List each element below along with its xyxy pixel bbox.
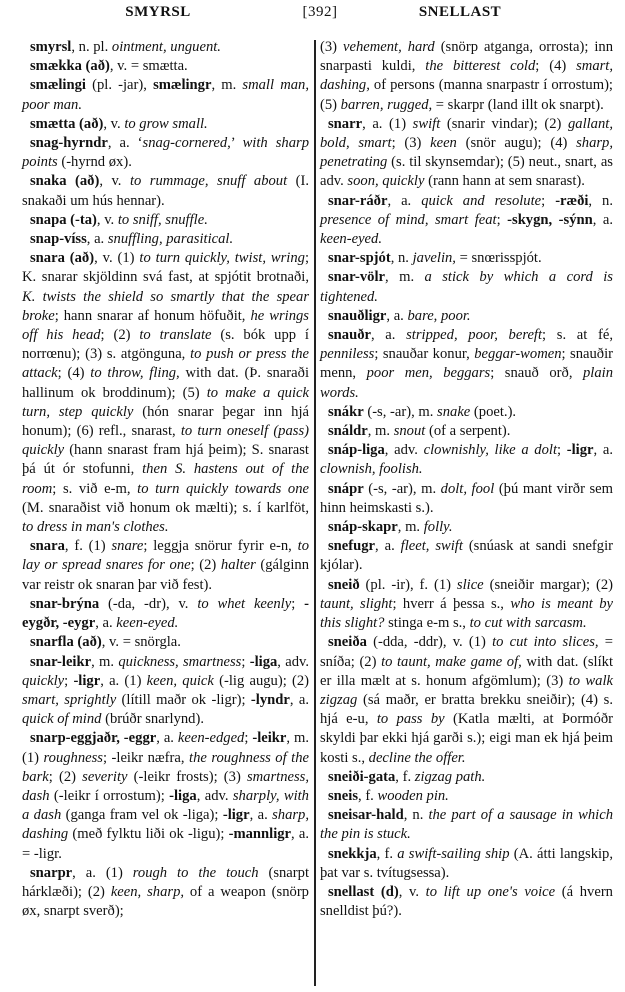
dictionary-entry [22, 595, 309, 633]
headword: snarr [328, 115, 363, 132]
dictionary-entry [320, 480, 613, 518]
entry-text: , a. [593, 442, 613, 459]
definition-text: who is meant by this slight? [320, 595, 614, 632]
headword: sneisar-hald [328, 807, 404, 824]
entry-text: , a. ‘ [107, 135, 143, 152]
headword: snaka (að) [30, 173, 100, 190]
definition-text: halter [220, 557, 256, 574]
entry-text: , a. (1) [100, 672, 147, 689]
entry-text: with dat. (Þ. snaraði hallinum ok broddinum); (5) [22, 365, 309, 401]
entry-text: , a. [249, 807, 273, 824]
dictionary-entry [320, 537, 613, 575]
entry-text: , m. [385, 269, 425, 286]
entry-text: ; K. snarar skjöldinn svá fast, at spjótit brotnaði, [22, 250, 309, 286]
entry-text: (Katla mælti, at Þormóðr skyldi þar ekki hjá garði s.); eigi man ek hjá þeim kosti s., [320, 711, 613, 766]
headword: -liga [249, 653, 278, 670]
entry-text: (pl. -ir), f. (1) [359, 576, 457, 593]
definition-text: with sharp points [22, 135, 309, 171]
dictionary-entry [22, 864, 309, 922]
entry-text: ; (2) [48, 768, 83, 785]
entry-text: , f. [395, 768, 415, 785]
headword: snauðr [328, 327, 371, 344]
entry-text: ; snauð orð, [490, 365, 583, 382]
dictionary-entry [320, 192, 613, 250]
left-guide-word: SMYRSL [125, 4, 191, 20]
definition-text: to dress in man's clothes. [22, 519, 169, 536]
definition-text: the bitterest cold [425, 58, 536, 75]
dictionary-entry [320, 326, 613, 403]
headword: snellast (d) [328, 883, 399, 900]
definition-text: folly. [423, 519, 453, 536]
entry-text: , v. = snörgla. [101, 634, 181, 651]
entry-text: ; [241, 653, 250, 670]
dictionary-entry [320, 883, 613, 921]
entry-text: , v. [96, 211, 118, 228]
entry-text: (s. bók upp í norrœnu); (3) s. atgönguna, [22, 327, 309, 363]
entry-text: (3) [320, 39, 343, 55]
entry-text: of persons (manna snarpastr í orrostum); (5) [320, 77, 613, 113]
entry-text: (-hyrnd øx). [57, 154, 132, 171]
headword: -ligr [73, 672, 101, 689]
entry-text: (hón snarar þegar inn hjá honum); (6) refl., snarast, [22, 403, 309, 440]
entry-text: (-leikr í orrostum); [49, 787, 170, 804]
dictionary-entry [22, 57, 309, 76]
definition-text: quick and resolute [421, 192, 542, 209]
definition-text: to whet keenly [197, 595, 292, 612]
dictionary-entry [22, 653, 309, 730]
entry-text: , adv. [277, 653, 310, 670]
definition-text: quick of mind [22, 711, 102, 728]
dictionary-entry [22, 729, 309, 863]
definition-text: keen-eyed. [116, 615, 179, 632]
entry-text: ; (2) [190, 557, 221, 574]
entry-text: ’ [230, 135, 243, 152]
entry-text: , adv. [196, 787, 233, 804]
definition-text: swift [412, 115, 441, 132]
headword: -ligr [566, 442, 594, 459]
entry-text: ; (2) [100, 327, 140, 344]
entry-text: (á hvern snelldist þú?). [320, 883, 613, 920]
dictionary-entry [320, 422, 613, 441]
definition-text: beggar-women [474, 346, 562, 363]
definition-text: to translate [139, 327, 212, 344]
definition-text: sharp, penetrating [320, 135, 613, 171]
entry-text: , v. = smætta. [109, 58, 188, 75]
definition-text: ointment, unguent. [111, 39, 221, 55]
definition-text: gallant, bold, smart [320, 115, 613, 152]
definition-text: roughness [43, 749, 103, 766]
headword: snápr [328, 480, 364, 497]
dictionary-entry [22, 230, 309, 249]
entry-text: , v. [103, 115, 125, 132]
entry-text: , v. [398, 883, 426, 900]
definition-text: quickness, smartness [118, 653, 242, 670]
definition-text: zigzag path. [414, 768, 486, 785]
headword: -leikr [252, 730, 287, 747]
entry-text: (snarir vindar); (2) [440, 115, 568, 132]
entry-text: , a. [289, 691, 309, 708]
definition-text: to throw, fling, [90, 365, 180, 382]
dictionary-entry [320, 768, 613, 787]
entry-text: (M. snaraðist við honum ok mælti); s. í karlföt, [22, 499, 309, 516]
entry-text: , n. pl. [71, 39, 112, 55]
entry-text: (ganga fram vel ok -liga); [61, 807, 223, 824]
definition-text: smart, sprightly [22, 691, 117, 708]
dictionary-entry [22, 211, 309, 230]
headword: snar-spjót [328, 250, 391, 267]
dictionary-entry [22, 537, 309, 595]
entry-text: (hann snarast fram hjá þeim); S. snarast þá út ór stofunni, [22, 442, 309, 478]
headword: snekkja [328, 845, 377, 862]
dictionary-entry [22, 38, 309, 57]
dictionary-entry [320, 845, 613, 883]
entry-text: , a. [370, 327, 407, 344]
entry-text: , f. [376, 845, 398, 862]
dictionary-entry [320, 268, 613, 306]
entry-text: (-lig augu); (2) [213, 672, 310, 689]
definition-text: presence of mind, smart feat [320, 211, 497, 228]
definition-text: to grow small. [124, 115, 208, 132]
definition-text: keen, quick [146, 672, 214, 689]
entry-text: (-da, -dr), v. [99, 595, 198, 612]
entry-text: ; s. at fé, [542, 327, 613, 344]
entry-text: = snœrisspjót. [455, 250, 542, 267]
entry-text: stinga e-m s., [384, 615, 470, 632]
entry-text: , a. [592, 211, 613, 228]
headword: snarp-eggjaðr, -eggr [30, 730, 157, 747]
definition-text: keen [430, 135, 457, 152]
headword: snáldr [328, 423, 368, 440]
headword: sneis [328, 787, 359, 804]
dictionary-entry [320, 518, 613, 537]
headword: snefugr [328, 538, 376, 555]
definition-text: snag-cornered, [142, 135, 231, 152]
definition-text: sharp, dashing [22, 807, 310, 843]
definition-text: a stick by which a cord is tightened. [320, 269, 613, 305]
headword: sneiði-gata [328, 768, 396, 785]
definition-text: plain words. [320, 365, 613, 401]
entry-text: , v. (1) [94, 250, 140, 267]
entry-text: ; leggja snörur fyrir e-n, [143, 538, 298, 555]
entry-text: (-s, -ar), m. [363, 403, 438, 420]
headword: snap-víss [30, 231, 87, 248]
entry-text: ; [496, 211, 508, 228]
dictionary-entry [320, 633, 613, 767]
entry-text: , n. [403, 807, 429, 824]
dictionary-entry [320, 806, 613, 844]
definition-text: penniless [320, 346, 375, 363]
definition-text: to pass by [376, 711, 445, 728]
definition-text: stripped, poor, bereft [406, 327, 543, 344]
headword: snákr [328, 403, 364, 420]
entry-text: , m. (1) [22, 730, 310, 766]
definition-text: to sniff, snuffle. [117, 211, 208, 228]
headword: snar-völr [328, 269, 386, 286]
definition-text: poor men, beggars [366, 365, 491, 382]
definition-text: sharply, with a dash [22, 787, 309, 824]
headword: snarpr [30, 864, 73, 881]
definition-text: fleet, swift [400, 538, 463, 555]
headword: snáp-liga [328, 442, 385, 459]
dictionary-entry [22, 76, 309, 114]
entry-text: , m. [397, 519, 424, 536]
entry-text: (snúask at sandi snefgir kjólar). [320, 538, 614, 574]
dictionary-entry [22, 249, 309, 537]
headword: snapa (-ta) [30, 211, 97, 228]
entry-text: , a. (1) [72, 864, 133, 881]
entry-text: (-dda, -ddr), v. (1) [366, 634, 493, 651]
definition-text: to taunt, make game of, [381, 653, 522, 670]
headword: -ligr [222, 807, 250, 824]
entry-text: (snörp atganga, orrosta); inn snarpasti kuldi, [320, 39, 613, 75]
definition-text: he wrings off his head [22, 307, 309, 344]
entry-text: (pl. -jar), [85, 77, 154, 94]
page-number: [392] [302, 4, 338, 20]
entry-text: ; -leikr næfra, [102, 749, 190, 766]
headword: snauðligr [328, 307, 387, 324]
entry-text: of a weapon (snörp øx, snarpt sverð); [22, 883, 309, 920]
headword: sneiða [328, 634, 367, 651]
entry-text: , a. [387, 192, 422, 209]
definition-text: slice [456, 576, 484, 593]
dictionary-entry [320, 115, 613, 192]
headword: snag-hyrndr [30, 135, 108, 152]
headword: snara [30, 538, 65, 555]
definition-text: smart, dashing, [320, 58, 614, 94]
entry-text: (rann hann at sem snarast). [424, 173, 585, 190]
definition-text: snout [393, 423, 426, 440]
headword: smækka (að) [30, 58, 110, 75]
entry-text: (sneiðir margar); (2) [483, 576, 613, 593]
definition-text: quickly [22, 672, 65, 689]
definition-text: K. twists the shield so smartly that the spear broke [22, 288, 309, 324]
headword: sneið [328, 576, 360, 593]
column-divider [314, 40, 316, 986]
definition-text: taunt, slight [320, 595, 393, 612]
definition-text: rough to the touch [132, 864, 259, 881]
entry-text: ; [557, 442, 567, 459]
definition-text: wooden pin. [377, 787, 449, 804]
entry-text: , v. [99, 173, 130, 190]
headword: snar-brýna [30, 595, 100, 612]
entry-text: with dat. (slíkt er illa mælt at s. honum afgömlum); (3) [320, 653, 613, 689]
headword: -mannligr [228, 826, 292, 843]
dictionary-entry [320, 307, 613, 326]
dictionary-entry [320, 787, 613, 806]
definition-text: vehement, hard [342, 39, 435, 55]
entry-text: , f. (1) [64, 538, 112, 555]
definition-text: keen, sharp, [110, 883, 185, 900]
dictionary-entry [320, 249, 613, 268]
entry-text: (lítill maðr ok -ligr); [116, 691, 251, 708]
headword: smælingr [153, 77, 212, 94]
definition-text: clownish, foolish. [320, 461, 423, 478]
entry-text: (s. til skynsemdar); (5) neut., snart, as adv. [320, 154, 613, 190]
entry-text: , n. [390, 250, 413, 267]
headword: snarfla (að) [30, 634, 102, 651]
definition-text: small man, poor man. [22, 77, 309, 113]
definition-text: bare, poor. [407, 307, 471, 324]
right-guide-word: SNELLAST [418, 4, 502, 20]
definition-text: keen-edged [177, 730, 245, 747]
dictionary-entry [320, 38, 613, 115]
headword: -lyndr [250, 691, 290, 708]
entry-text: ; (4) [535, 58, 577, 75]
definition-text: to lay or spread snares for one [22, 538, 309, 574]
entry-text: , a. [86, 231, 108, 248]
definition-text: to turn quickly, twist, wring [139, 250, 305, 267]
entry-text: (snarpt hárklæði); (2) [22, 864, 309, 900]
entry-text: = sníða; (2) [320, 634, 613, 670]
definition-text: snuffling, parasitical. [107, 231, 234, 248]
definition-text: to turn oneself (pass) quickly [22, 423, 309, 459]
definition-text: smartness, dash [22, 768, 309, 804]
entry-text: , m. [91, 653, 119, 670]
definition-text: to lift up one's voice [425, 883, 556, 900]
definition-text: then S. hastens out of the room [22, 461, 309, 497]
entry-text: (með fylktu liði ok -ligu); [68, 826, 229, 843]
entry-text: , n. [588, 192, 614, 209]
dictionary-entry [320, 576, 613, 634]
headword: -liga [169, 787, 197, 804]
entry-text: (I. snakaði um hús hennar). [22, 173, 309, 209]
definition-text: barren, rugged, [340, 96, 433, 113]
definition-text: to walk zigzag [320, 672, 613, 708]
left-column [22, 38, 309, 921]
definition-text: keen-eyed. [320, 231, 382, 248]
definition-text: to turn quickly towards one [137, 480, 309, 497]
definition-text: to push or press the attack [22, 346, 309, 382]
dictionary-entry [22, 172, 309, 210]
definition-text: severity [82, 768, 128, 785]
headword: snar-ráðr [328, 192, 388, 209]
entry-text: (snör augu); (4) [456, 135, 577, 152]
entry-text: (-s, -ar), m. [363, 480, 441, 497]
entry-text: ; (4) [57, 365, 91, 382]
entry-text: , m. [367, 423, 394, 440]
definition-text: javelin, [412, 250, 456, 267]
entry-text: , f. [358, 787, 378, 804]
headword: smyrsl [30, 39, 72, 55]
definition-text: the roughness of the bark [22, 749, 309, 785]
entry-text: , a. [95, 615, 117, 632]
entry-text: (sá maðr, er bratta brekku sneiðir); (4) s. hjá e-u, [320, 691, 613, 728]
entry-text: ; hann snarar af honum höfuðit, [54, 307, 251, 324]
entry-text: , adv. [384, 442, 424, 459]
definition-text: decline the offer. [368, 749, 466, 766]
entry-text: ; [244, 730, 253, 747]
headword: smætta (að) [30, 115, 104, 132]
entry-text: (brúðr snarlynd). [101, 711, 204, 728]
entry-text: , a. = -ligr. [22, 826, 309, 862]
entry-text: , a. (1) [362, 115, 413, 132]
entry-text: , a. [375, 538, 401, 555]
dictionary-entry [22, 633, 309, 652]
headword: snar-leikr [30, 653, 92, 670]
dictionary-entry [320, 441, 613, 479]
definition-text: to cut into slices, [492, 634, 599, 651]
headword: -ræði [555, 192, 589, 209]
definition-text: dolt, fool [440, 480, 495, 497]
headword: -eygðr, -eygr [22, 595, 310, 632]
entry-text: (of a serpent). [425, 423, 511, 440]
definition-text: snare [111, 538, 144, 555]
entry-text: , m. [211, 77, 243, 94]
definition-text: a swift-sailing ship [397, 845, 510, 862]
headword: -skygn, -sýnn [507, 211, 593, 228]
dictionary-entry [320, 403, 613, 422]
dictionary-entry [22, 115, 309, 134]
entry-text: ; snauðir menn, [320, 346, 613, 382]
definition-text: snake [437, 403, 471, 420]
entry-text: ; [291, 595, 305, 612]
entry-text: ; hverr á þessa s., [392, 595, 511, 612]
dictionary-entry [22, 134, 309, 172]
entry-text: (A. átti langskip, þat var s. tvítugsessa). [320, 845, 613, 881]
entry-text: (-leikr frosts); (3) [127, 768, 247, 785]
definition-text: the part of a sausage in which the pin is stuck. [320, 807, 613, 843]
right-column [320, 38, 613, 921]
headword: smælingi [30, 77, 86, 94]
definition-text: to make a quick turn, step quickly [22, 384, 309, 420]
entry-text: ; snauðar konur, [374, 346, 475, 363]
definition-text: to cut with sarcasm. [469, 615, 587, 632]
entry-text: (gálginn var reistr ok snaran þar við fest). [22, 557, 309, 593]
entry-text: ; (3) [391, 135, 431, 152]
entry-text: (þú mant virðr sem hinn heimskasti s.). [320, 480, 613, 516]
headword: snara (að) [30, 250, 95, 267]
entry-text: ; [64, 672, 74, 689]
entry-text: ; s. við e-m, [52, 480, 138, 497]
definition-text: soon, quickly [347, 173, 425, 190]
entry-text: (poet.). [470, 403, 517, 420]
entry-text: , a. [386, 307, 408, 324]
definition-text: to rummage, snuff about [129, 173, 288, 190]
entry-text: = skarpr (land illt ok snarpt). [432, 96, 604, 113]
headword: snáp-skapr [328, 519, 398, 536]
definition-text: clownishly, like a dolt [423, 442, 558, 459]
entry-text: , a. [156, 730, 178, 747]
entry-text: ; [541, 192, 556, 209]
